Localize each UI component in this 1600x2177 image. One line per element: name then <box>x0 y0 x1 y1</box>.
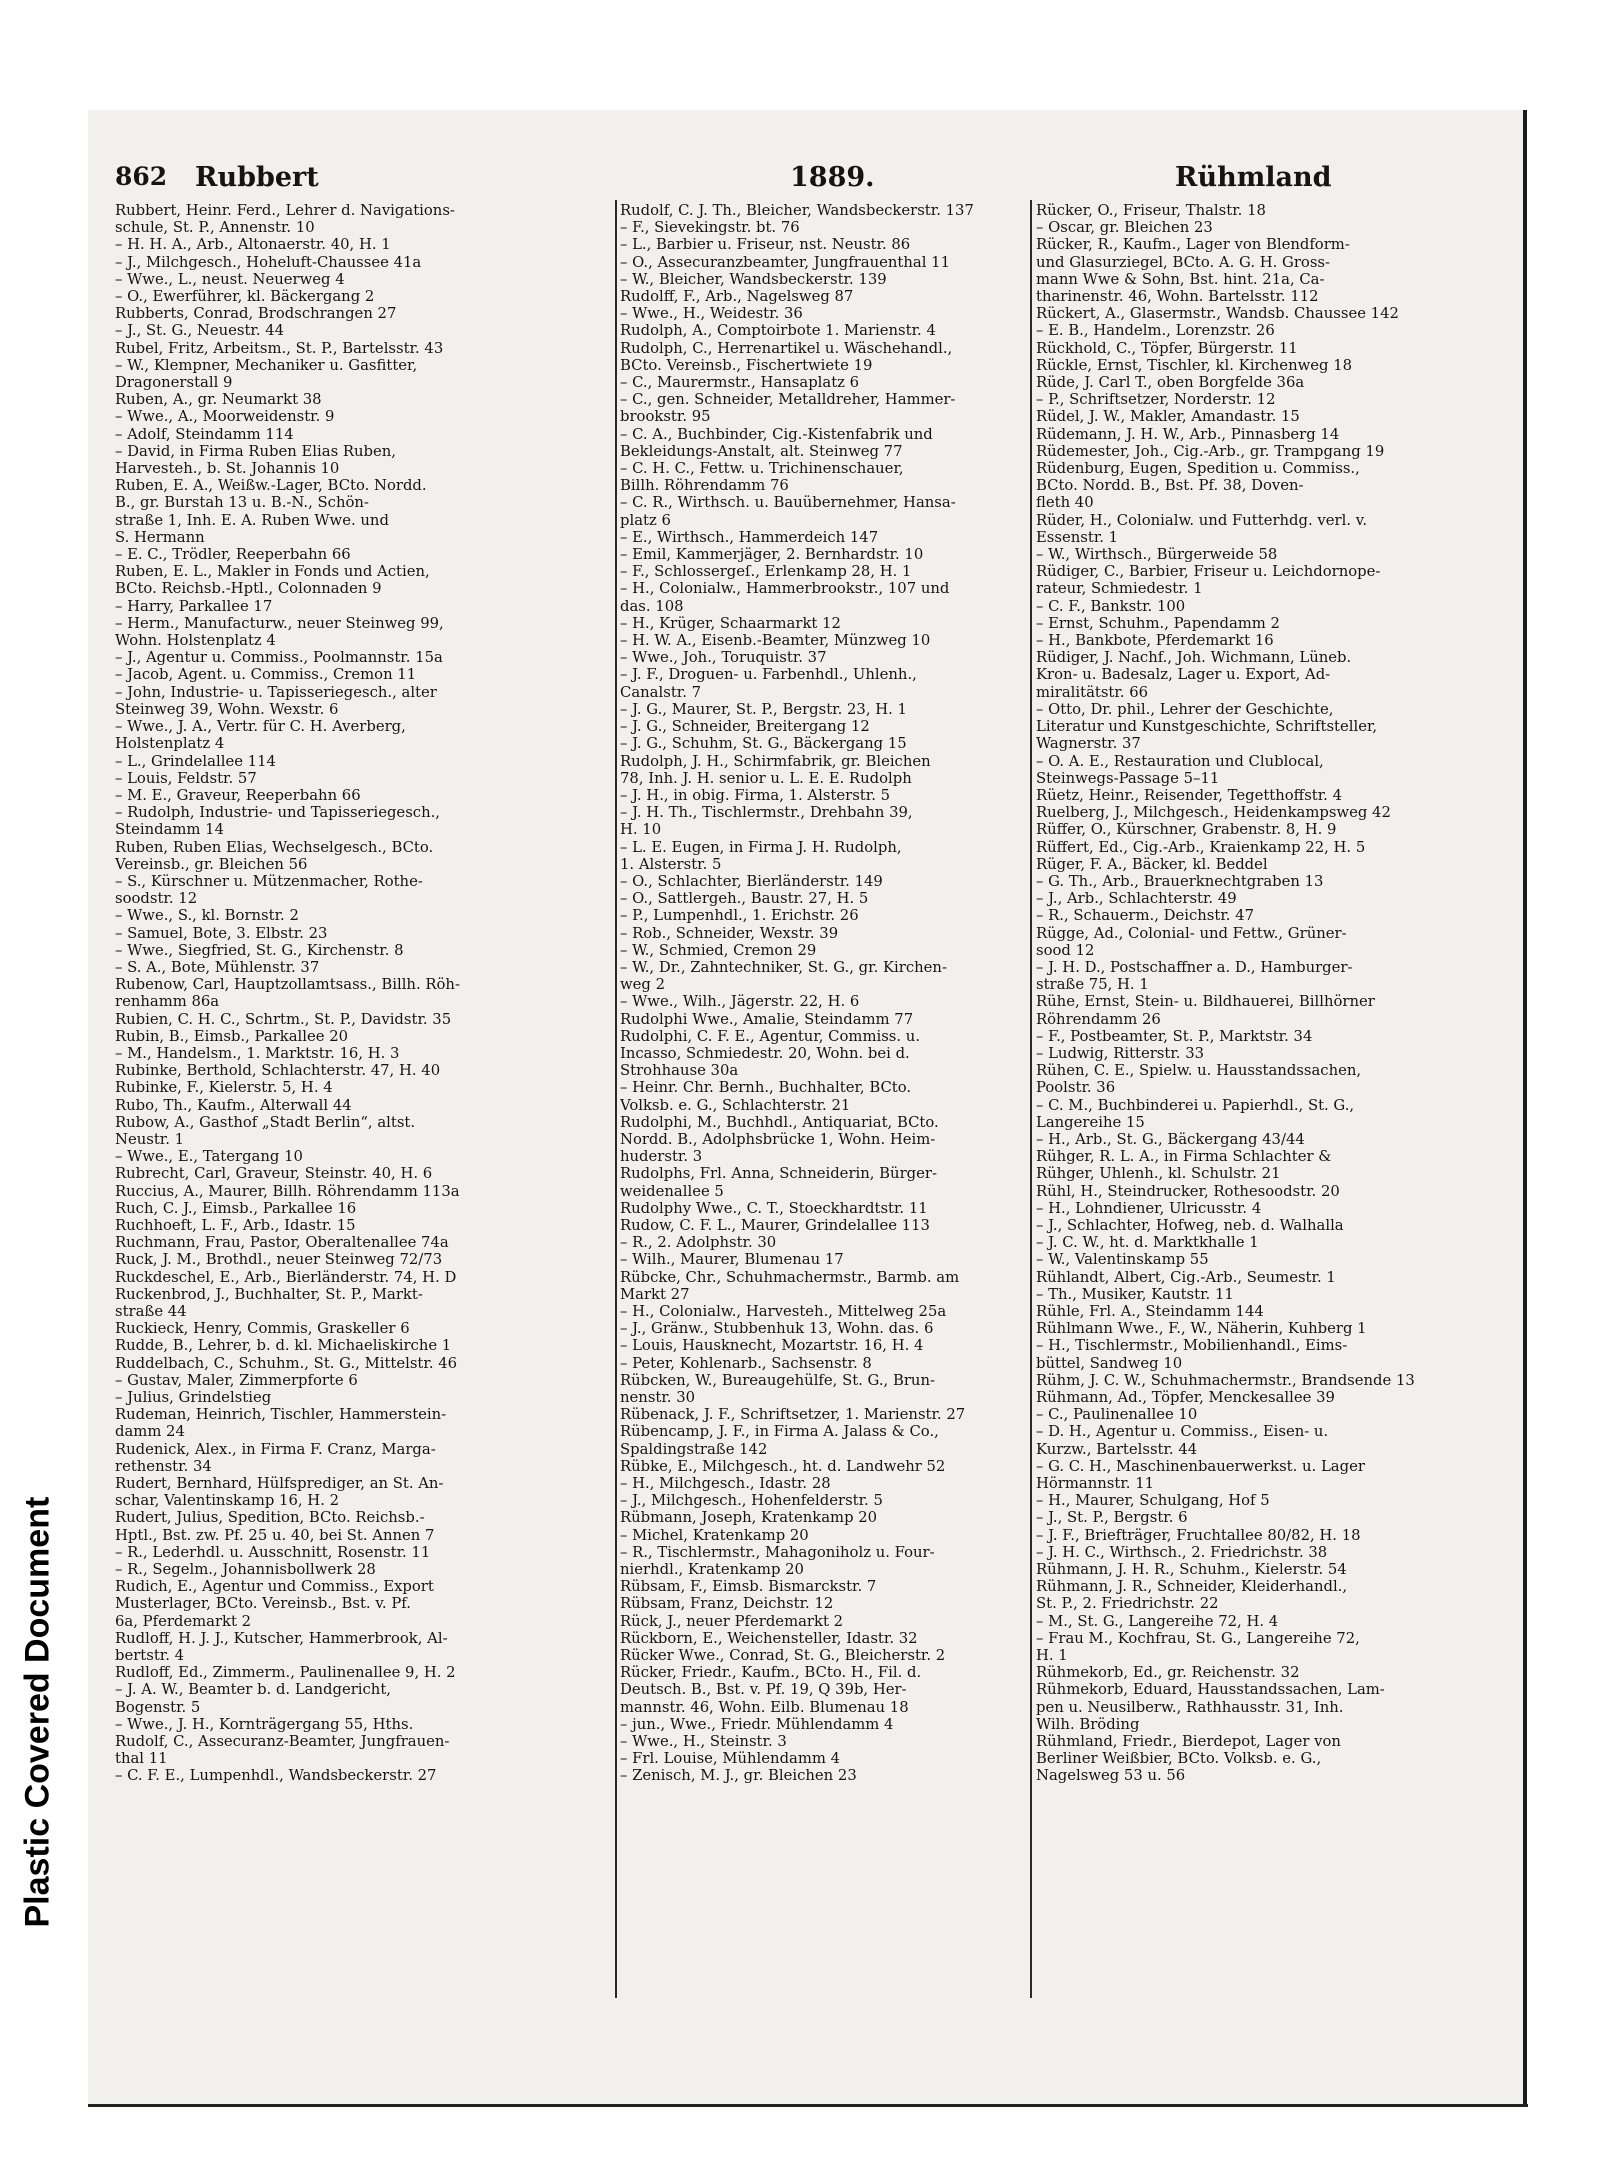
directory-line: weidenallee 5 <box>620 1182 724 1200</box>
directory-line: brookstr. 95 <box>620 408 711 426</box>
directory-line: – J. F., Droguen- u. Farbenhdl., Uhlenh., <box>620 666 917 684</box>
directory-line: platz 6 <box>620 511 671 529</box>
directory-line: renhamm 86a <box>115 993 220 1011</box>
page-header <box>115 162 1332 196</box>
directory-line: BCto. Nordd. B., Bst. Pf. 38, Doven- <box>1036 477 1304 495</box>
directory-line: – W., Dr., Zahntechniker, St. G., gr. Kirchen- <box>620 958 947 976</box>
directory-line: – L., Barbier u. Friseur, nst. Neustr. 86 <box>620 236 911 254</box>
directory-line: – J., Schlachter, Hofweg, neb. d. Walhalla <box>1036 1216 1344 1234</box>
directory-line: Rubow, A., Gasthof „Stadt Berlin“, altst. <box>115 1113 416 1131</box>
directory-line: Rücker, Friedr., Kaufm., BCto. H., Fil. d. <box>620 1664 922 1682</box>
header-year: 1889. <box>790 162 875 193</box>
directory-line: H. 1 <box>1036 1647 1068 1665</box>
directory-line: – O. A. E., Restauration und Clublocal, <box>1036 752 1324 770</box>
directory-line: – C., gen. Schneider, Metalldreher, Hammer- <box>620 391 956 409</box>
directory-line: Rühger, R. L. A., in Firma Schlachter & <box>1036 1148 1332 1166</box>
directory-line: Ruchhoeft, L. F., Arb., Idastr. 15 <box>115 1216 356 1234</box>
directory-line: Essenstr. 1 <box>1036 528 1119 546</box>
column-rule <box>1030 200 1032 1998</box>
directory-line: – Julius, Grindelstieg <box>115 1389 272 1407</box>
directory-line: schar, Valentinskamp 16, H. 2 <box>115 1492 340 1510</box>
directory-line: – H., Colonialw., Hammerbrookstr., 107 und <box>620 580 950 598</box>
directory-line: Rudow, C. F. L., Maurer, Grindelallee 113 <box>620 1216 930 1234</box>
directory-line: Wilh. Bröding <box>1036 1715 1140 1733</box>
directory-line: Rudenick, Alex., in Firma F. Cranz, Marga- <box>115 1440 436 1458</box>
directory-line: mann Wwe & Sohn, Bst. hint. 21a, Ca- <box>1036 270 1325 288</box>
directory-line: Rudert, Julius, Spedition, BCto. Reichsb.- <box>115 1509 425 1527</box>
directory-line: Harvesteh., b. St. Johannis 10 <box>115 460 340 478</box>
directory-line: – C. M., Buchbinderei u. Papierhdl., St. G., <box>1036 1096 1355 1114</box>
directory-line: Rübsam, Franz, Deichstr. 12 <box>620 1595 834 1613</box>
page-bottom-edge <box>88 2104 1528 2107</box>
directory-line: Ruckenbrod, J., Buchhalter, St. P., Markt- <box>115 1285 423 1303</box>
directory-line: Rückert, A., Glasermstr., Wandsb. Chaussee 142 <box>1036 305 1399 323</box>
directory-line: Ruben, E. L., Makler in Fonds und Actien, <box>115 563 430 581</box>
directory-line: – R., 2. Adolphstr. 30 <box>620 1234 777 1252</box>
directory-line: Rücker Wwe., Conrad, St. G., Bleicherstr. 2 <box>620 1647 946 1665</box>
directory-line: – Wwe., H., Steinstr. 3 <box>620 1733 787 1751</box>
directory-line: thal 11 <box>115 1750 168 1768</box>
directory-line: Musterlager, BCto. Vereinsb., Bst. v. Pf. <box>115 1595 411 1613</box>
directory-line: – J. G., Schneider, Breitergang 12 <box>620 718 870 736</box>
directory-line: Spaldingstraße 142 <box>620 1440 768 1458</box>
directory-line: – Wwe., S., kl. Bornstr. 2 <box>115 907 299 925</box>
directory-line: Rühmann, J. H. R., Schuhm., Kielerstr. 54 <box>1036 1561 1347 1579</box>
directory-line: Incasso, Schmiedestr. 20, Wohn. bei d. <box>620 1044 910 1062</box>
directory-line: Rübenack, J. F., Schriftsetzer, 1. Marienstr. 27 <box>620 1406 966 1424</box>
directory-line: straße 75, H. 1 <box>1036 976 1149 994</box>
directory-line: Ruben, Ruben Elias, Wechselgesch., BCto. <box>115 838 434 856</box>
directory-line: 78, Inh. J. H. senior u. L. E. E. Rudolph <box>620 769 912 787</box>
column-1 <box>115 202 610 1997</box>
directory-line: Rüdemann, J. H. W., Arb., Pinnasberg 14 <box>1036 425 1340 443</box>
directory-line: Rückle, Ernst, Tischler, kl. Kirchenweg 18 <box>1036 356 1353 374</box>
directory-line: Literatur und Kunstgeschichte, Schriftsteller, <box>1036 718 1378 736</box>
directory-line: Rühlandt, Albert, Cig.-Arb., Seumestr. 1 <box>1036 1268 1336 1286</box>
directory-line: Rüde, J. Carl T., oben Borgfelde 36a <box>1036 374 1305 392</box>
directory-line: Rubbert, Heinr. Ferd., Lehrer d. Navigations- <box>115 202 455 219</box>
directory-line: Rubberts, Conrad, Brodschrangen 27 <box>115 305 397 323</box>
directory-line: Volksb. e. G., Schlachterstr. 21 <box>620 1096 851 1114</box>
directory-line: Ruchmann, Frau, Pastor, Oberaltenallee 74a <box>115 1234 449 1252</box>
directory-line: pen u. Neusilberw., Rathhausstr. 31, Inh. <box>1036 1698 1344 1716</box>
directory-line: huderstr. 3 <box>620 1148 703 1166</box>
directory-line: – Wwe., E., Tatergang 10 <box>115 1148 303 1166</box>
directory-line: – F., Postbeamter, St. P., Marktstr. 34 <box>1036 1027 1313 1045</box>
directory-line: Deutsch. B., Bst. v. Pf. 19, Q 39b, Her- <box>620 1681 907 1699</box>
directory-line: Ruckdeschel, E., Arb., Bierländerstr. 74, H. D <box>115 1268 457 1286</box>
directory-line: – Ernst, Schuhm., Papendamm 2 <box>1036 614 1280 632</box>
directory-line: Rudolphs, Frl. Anna, Schneiderin, Bürger- <box>620 1165 937 1183</box>
directory-line: bertstr. 4 <box>115 1647 185 1665</box>
directory-line: Ruck, J. M., Brothdl., neuer Steinweg 72/73 <box>115 1251 443 1269</box>
directory-line: Rudolphi, M., Buchhdl., Antiquariat, BCto. <box>620 1113 939 1131</box>
directory-line: – L., Grindelallee 114 <box>115 752 276 770</box>
directory-line: – W., Valentinskamp 55 <box>1036 1251 1209 1269</box>
directory-line: – H., Arb., St. G., Bäckergang 43/44 <box>1036 1130 1305 1148</box>
directory-line: Ruckieck, Henry, Commis, Graskeller 6 <box>115 1320 410 1338</box>
directory-line: büttel, Sandweg 10 <box>1036 1354 1183 1372</box>
directory-line: – C. A., Buchbinder, Cig.-Kistenfabrik und <box>620 425 933 443</box>
directory-line: – E., Wirthsch., Hammerdeich 147 <box>620 528 879 546</box>
directory-line: – M. E., Graveur, Reeperbahn 66 <box>115 786 361 804</box>
directory-line: Kron- u. Badesalz, Lager u. Export, Ad- <box>1036 666 1331 684</box>
directory-line: – O., Ewerführer, kl. Bäckergang 2 <box>115 288 375 306</box>
directory-line: Kurzw., Bartelsstr. 44 <box>1036 1440 1198 1458</box>
directory-line: – Louis, Hausknecht, Mozartstr. 16, H. 4 <box>620 1337 924 1355</box>
directory-line: Rühmekorb, Eduard, Hausstandssachen, Lam- <box>1036 1681 1385 1699</box>
directory-line: Rudolphy Wwe., C. T., Stoeckhardtstr. 11 <box>620 1199 928 1217</box>
directory-line: Rüffert, Ed., Cig.-Arb., Kraienkamp 22, H. 5 <box>1036 838 1366 856</box>
directory-line: 1. Alsterstr. 5 <box>620 855 722 873</box>
directory-line: Ruccius, A., Maurer, Billh. Röhrendamm 113a <box>115 1182 460 1200</box>
directory-line: Bogenstr. 5 <box>115 1698 201 1716</box>
directory-line: Rübcken, W., Bureaugehülfe, St. G., Brun- <box>620 1371 935 1389</box>
directory-line: Billh. Röhrendamm 76 <box>620 477 789 495</box>
directory-line: Rüdemester, Joh., Cig.-Arb., gr. Trampgang 19 <box>1036 442 1385 460</box>
directory-line: – Louis, Feldstr. 57 <box>115 769 257 787</box>
directory-line: rethenstr. 34 <box>115 1457 212 1475</box>
directory-line: – Harry, Parkallee 17 <box>115 597 273 615</box>
directory-line: – Wilh., Maurer, Blumenau 17 <box>620 1251 844 1269</box>
directory-line: rateur, Schmiedestr. 1 <box>1036 580 1203 598</box>
directory-line: – Jacob, Agent. u. Commiss., Cremon 11 <box>115 666 417 684</box>
directory-line: Rudolphi Wwe., Amalie, Steindamm 77 <box>620 1010 914 1028</box>
directory-line: Rudolph, A., Comptoirbote 1. Marienstr. 4 <box>620 322 936 340</box>
directory-line: Wagnerstr. 37 <box>1036 735 1141 753</box>
directory-line: – R., Segelm., Johannisbollwerk 28 <box>115 1561 376 1579</box>
column-rule <box>615 200 617 1998</box>
directory-line: – H., Lohndiener, Ulricusstr. 4 <box>1036 1199 1262 1217</box>
directory-line: Ruben, A., gr. Neumarkt 38 <box>115 391 322 409</box>
directory-line: straße 1, Inh. E. A. Ruben Wwe. und <box>115 511 389 529</box>
directory-line: Steindamm 14 <box>115 821 224 839</box>
directory-line: Rüdenburg, Eugen, Spedition u. Commiss., <box>1036 460 1360 478</box>
directory-line: Rudolf, C., Assecuranz-Beamter, Jungfrauen- <box>115 1733 450 1751</box>
directory-line: – J. G., Schuhm, St. G., Bäckergang 15 <box>620 735 907 753</box>
directory-line: – John, Industrie- u. Tapisseriegesch., alter <box>115 683 437 701</box>
directory-line: – Samuel, Bote, 3. Elbstr. 23 <box>115 924 328 942</box>
directory-line: Rücker, O., Friseur, Thalstr. 18 <box>1036 202 1266 219</box>
directory-line: – R., Tischlermstr., Mahagoniholz u. Four- <box>620 1543 935 1561</box>
directory-line: – Wwe., Wilh., Jägerstr. 22, H. 6 <box>620 993 860 1011</box>
directory-line: Berliner Weißbier, BCto. Volksb. e. G., <box>1036 1750 1322 1768</box>
directory-line: Rübke, E., Milchgesch., ht. d. Landwehr 52 <box>620 1457 946 1475</box>
directory-line: Rüetz, Heinr., Reisender, Tegetthoffstr. 4 <box>1036 786 1343 804</box>
directory-line: Rühm, J. C. W., Schuhmachermstr., Brandsende 13 <box>1036 1371 1415 1389</box>
directory-line: Rühlmann Wwe., F., W., Näherin, Kuhberg 1 <box>1036 1320 1367 1338</box>
directory-line: – Ludwig, Ritterstr. 33 <box>1036 1044 1205 1062</box>
directory-line: Röhrendamm 26 <box>1036 1010 1161 1028</box>
directory-line: Rubrecht, Carl, Graveur, Steinstr. 40, H. 6 <box>115 1165 433 1183</box>
directory-line: Rüffer, O., Kürschner, Grabenstr. 8, H. 9 <box>1036 821 1337 839</box>
directory-line: Rühmann, J. R., Schneider, Kleiderhandl., <box>1036 1578 1348 1596</box>
directory-line: Rühmekorb, Ed., gr. Reichenstr. 32 <box>1036 1664 1300 1682</box>
directory-line: – S. A., Bote, Mühlenstr. 37 <box>115 958 320 976</box>
directory-line: sood 12 <box>1036 941 1095 959</box>
directory-line: – David, in Firma Ruben Elias Ruben, <box>115 442 397 460</box>
directory-line: – J., Milchgesch., Hohenfelderstr. 5 <box>620 1492 883 1510</box>
directory-line: miralitätstr. 66 <box>1036 683 1149 701</box>
directory-line: – O., Assecuranzbeamter, Jungfrauenthal 11 <box>620 253 950 271</box>
directory-line: – H. H. A., Arb., Altonaerstr. 40, H. 1 <box>115 236 391 254</box>
directory-line: B., gr. Burstah 13 u. B.-N., Schön- <box>115 494 369 512</box>
column-3 <box>1036 202 1456 1997</box>
directory-line: – Wwe., J. H., Kornträgergang 55, Hths. <box>115 1715 414 1733</box>
directory-line: H. 10 <box>620 821 662 839</box>
directory-line: Rudeman, Heinrich, Tischler, Hammerstein- <box>115 1406 447 1424</box>
directory-line: – M., St. G., Langereihe 72, H. 4 <box>1036 1612 1279 1630</box>
directory-line: – Gustav, Maler, Zimmerpforte 6 <box>115 1371 358 1389</box>
directory-line: 6a, Pferdemarkt 2 <box>115 1612 252 1630</box>
directory-line: – M., Handelsm., 1. Marktstr. 16, H. 3 <box>115 1044 400 1062</box>
directory-line: Rüdiger, C., Barbier, Friseur u. Leichdornope- <box>1036 563 1381 581</box>
directory-line: – Otto, Dr. phil., Lehrer der Geschichte, <box>1036 700 1334 718</box>
directory-line: – H. W. A., Eisenb.-Beamter, Münzweg 10 <box>620 632 931 650</box>
directory-line: – E. C., Trödler, Reeperbahn 66 <box>115 546 351 564</box>
directory-line: – Rudolph, Industrie- und Tapisseriegesch., <box>115 804 441 822</box>
directory-line: Ruddelbach, C., Schuhm., St. G., Mittelstr. 46 <box>115 1354 458 1372</box>
directory-line: Rühl, H., Steindrucker, Rothesoodstr. 20 <box>1036 1182 1340 1200</box>
directory-line: – R., Schauerm., Deichstr. 47 <box>1036 907 1255 925</box>
directory-line: – Zenisch, M. J., gr. Bleichen 23 <box>620 1767 857 1785</box>
directory-line: – J., Milchgesch., Hoheluft-Chaussee 41a <box>115 253 422 271</box>
directory-line: S. Hermann <box>115 528 205 546</box>
directory-line: – F., Sievekingstr. bt. 76 <box>620 219 800 237</box>
directory-line: tharinenstr. 46, Wohn. Bartelsstr. 112 <box>1036 288 1319 306</box>
directory-line: – W., Bleicher, Wandsbeckerstr. 139 <box>620 270 887 288</box>
directory-line: – W., Schmied, Cremon 29 <box>620 941 817 959</box>
directory-line: – J. G., Maurer, St. P., Bergstr. 23, H. 1 <box>620 700 907 718</box>
directory-line: Steinwegs-Passage 5–11 <box>1036 769 1220 787</box>
directory-line: mannstr. 46, Wohn. Eilb. Blumenau 18 <box>620 1698 909 1716</box>
directory-line: – H., Milchgesch., Idastr. 28 <box>620 1475 831 1493</box>
directory-line: Holstenplatz 4 <box>115 735 225 753</box>
directory-line: – H., Tischlermstr., Mobilienhandl., Eims- <box>1036 1337 1348 1355</box>
directory-line: Wohn. Holstenplatz 4 <box>115 632 276 650</box>
directory-line: Rüger, F. A., Bäcker, kl. Beddel <box>1036 855 1268 873</box>
directory-line: – Herm., Manufacturw., neuer Steinweg 99, <box>115 614 444 632</box>
directory-line: – Wwe., L., neust. Neuerweg 4 <box>115 270 345 288</box>
directory-line: Rudolff, F., Arb., Nagelsweg 87 <box>620 288 854 306</box>
directory-line: – jun., Wwe., Friedr. Mühlendamm 4 <box>620 1715 894 1733</box>
directory-line: soodstr. 12 <box>115 890 198 908</box>
directory-line: – Wwe., H., Weidestr. 36 <box>620 305 803 323</box>
directory-line: Rubel, Fritz, Arbeitsm., St. P., Bartelsstr. 43 <box>115 339 444 357</box>
directory-line: BCto. Reichsb.-Hptl., Colonnaden 9 <box>115 580 382 598</box>
directory-line: – L. E. Eugen, in Firma J. H. Rudolph, <box>620 838 902 856</box>
directory-line: Rückborn, E., Weichensteller, Idastr. 32 <box>620 1629 918 1647</box>
directory-line: Markt 27 <box>620 1285 690 1303</box>
directory-line: Poolstr. 36 <box>1036 1079 1116 1097</box>
directory-line: Rudert, Bernhard, Hülfsprediger, an St. An- <box>115 1475 444 1493</box>
directory-line: Rüder, H., Colonialw. und Futterhdg. verl. v. <box>1036 511 1368 529</box>
directory-line: Rück, J., neuer Pferdemarkt 2 <box>620 1612 844 1630</box>
directory-line: – Wwe., J. A., Vertr. für C. H. Averberg, <box>115 718 406 736</box>
directory-line: Rübmann, Joseph, Kratenkamp 20 <box>620 1509 878 1527</box>
directory-line: nierhdl., Kratenkamp 20 <box>620 1561 804 1579</box>
directory-line: Nagelsweg 53 u. 56 <box>1036 1767 1186 1785</box>
directory-line: straße 44 <box>115 1303 187 1320</box>
directory-line: – Frl. Louise, Mühlendamm 4 <box>620 1750 841 1768</box>
directory-line: Rudolphi, C. F. E., Agentur, Commiss. u. <box>620 1027 921 1045</box>
directory-line: Rudich, E., Agentur und Commiss., Export <box>115 1578 434 1596</box>
directory-line: Rudde, B., Lehrer, b. d. kl. Michaeliskirche 1 <box>115 1337 452 1355</box>
directory-line: – W., Klempner, Mechaniker u. Gasfitter, <box>115 356 418 374</box>
directory-line: Rubinke, F., Kielerstr. 5, H. 4 <box>115 1079 333 1097</box>
directory-line: – G. Th., Arb., Brauerknechtgraben 13 <box>1036 872 1324 890</box>
directory-line: – W., Wirthsch., Bürgerweide 58 <box>1036 546 1278 564</box>
directory-line: Rudloff, H. J. J., Kutscher, Hammerbrook, Al- <box>115 1629 448 1647</box>
directory-line: – J., Gränw., Stubbenhuk 13, Wohn. das. 6 <box>620 1320 934 1338</box>
directory-line: – D. H., Agentur u. Commiss., Eisen- u. <box>1036 1423 1329 1441</box>
directory-line: Rudolph, C., Herrenartikel u. Wäschehandl., <box>620 339 953 357</box>
directory-line: – E. B., Handelm., Lorenzstr. 26 <box>1036 322 1275 340</box>
directory-line: Steinweg 39, Wohn. Wexstr. 6 <box>115 700 339 718</box>
directory-line: – H., Colonialw., Harvesteh., Mittelweg 25a <box>620 1303 947 1320</box>
directory-line: Rudolph, J. H., Schirmfabrik, gr. Bleichen <box>620 752 931 770</box>
directory-line: Rühmland, Friedr., Bierdepot, Lager von <box>1036 1733 1341 1751</box>
directory-line: Vereinsb., gr. Bleichen 56 <box>115 855 308 873</box>
directory-line: – Rob., Schneider, Wexstr. 39 <box>620 924 839 942</box>
directory-line: Rüdel, J. W., Makler, Amandastr. 15 <box>1036 408 1300 426</box>
directory-line: – H., Maurer, Schulgang, Hof 5 <box>1036 1492 1270 1510</box>
directory-line: Nordd. B., Adolphsbrücke 1, Wohn. Heim- <box>620 1130 936 1148</box>
page-number: 862 <box>115 162 168 191</box>
directory-line: – Wwe., A., Moorweidenstr. 9 <box>115 408 335 426</box>
directory-line: – Heinr. Chr. Bernh., Buchhalter, BCto. <box>620 1079 912 1097</box>
directory-line: – F., Schlossergeſ., Erlenkamp 28, H. 1 <box>620 563 912 581</box>
directory-line: Rubin, B., Eimsb., Parkallee 20 <box>115 1027 349 1045</box>
directory-line: – Peter, Kohlenarb., Sachsenstr. 8 <box>620 1354 872 1372</box>
directory-line: – H., Krüger, Schaarmarkt 12 <box>620 614 841 632</box>
directory-line: Rudloff, Ed., Zimmerm., Paulinenallee 9, H. 2 <box>115 1664 456 1682</box>
directory-line: Rühle, Frl. A., Steindamm 144 <box>1036 1303 1264 1320</box>
directory-line: Langereihe 15 <box>1036 1113 1145 1131</box>
directory-line: Neustr. 1 <box>115 1130 185 1148</box>
directory-line: Rühe, Ernst, Stein- u. Bildhauerei, Billhörner <box>1036 993 1375 1011</box>
directory-line: – Frau M., Kochfrau, St. G., Langereihe 72, <box>1036 1629 1360 1647</box>
directory-line: Ruben, E. A., Weißw.-Lager, BCto. Nordd. <box>115 477 427 495</box>
directory-line: Ruch, C. J., Eimsb., Parkallee 16 <box>115 1199 357 1217</box>
directory-line: – Wwe., Joh., Toruquistr. 37 <box>620 649 827 667</box>
directory-line: – J. H. D., Postschaffner a. D., Hamburger- <box>1036 958 1353 976</box>
directory-line: Rückhold, C., Töpfer, Bürgerstr. 11 <box>1036 339 1298 357</box>
directory-line: Rudolf, C. J. Th., Bleicher, Wandsbeckerstr. 137 <box>620 202 974 219</box>
directory-line: Bekleidungs-Anstalt, alt. Steinweg 77 <box>620 442 903 460</box>
directory-line: Rüdiger, J. Nachf., Joh. Wichmann, Lüneb. <box>1036 649 1352 667</box>
directory-line: St. P., 2. Friedrichstr. 22 <box>1036 1595 1219 1613</box>
directory-line: Dragonerstall 9 <box>115 374 233 392</box>
column-2 <box>620 202 1025 1997</box>
directory-line: Rühen, C. E., Spielw. u. Hausstandssachen, <box>1036 1062 1362 1080</box>
directory-line: – C. H. C., Fettw. u. Trichinenschauer, <box>620 460 904 478</box>
directory-line: das. 108 <box>620 597 684 615</box>
directory-line: Canalstr. 7 <box>620 683 702 701</box>
directory-line: Rubien, C. H. C., Schrtm., St. P., Davidstr. 35 <box>115 1010 452 1028</box>
side-label: Plastic Covered Document <box>18 1496 57 1928</box>
directory-line: – C., Maurermstr., Hansaplatz 6 <box>620 374 860 392</box>
directory-line: Rübencamp, J. F., in Firma A. Jalass & Co., <box>620 1423 939 1441</box>
directory-line: – J. A. W., Beamter b. d. Landgericht, <box>115 1681 391 1699</box>
directory-line: – J., Agentur u. Commiss., Poolmannstr. 15a <box>115 649 443 667</box>
directory-line: – Adolf, Steindamm 114 <box>115 425 294 443</box>
directory-line: – S., Kürschner u. Mützenmacher, Rothe- <box>115 872 423 890</box>
directory-line: Rübcke, Chr., Schuhmachermstr., Barmb. am <box>620 1268 960 1286</box>
directory-line: – J. H. C., Wirthsch., 2. Friedrichstr. 38 <box>1036 1543 1328 1561</box>
directory-line: – J. H. Th., Tischlermstr., Drehbahn 39, <box>620 804 913 822</box>
directory-line: – Th., Musiker, Kautstr. 11 <box>1036 1285 1234 1303</box>
directory-line: – J. H., in obig. Firma, 1. Alsterstr. 5 <box>620 786 891 804</box>
directory-line: – Michel, Kratenkamp 20 <box>620 1526 809 1544</box>
directory-line: Hptl., Bst. zw. Pf. 25 u. 40, bei St. Annen 7 <box>115 1526 435 1544</box>
directory-line: – Emil, Kammerjäger, 2. Bernhardstr. 10 <box>620 546 924 564</box>
directory-line: – J., Arb., Schlachterstr. 49 <box>1036 890 1237 908</box>
directory-line: Rühger, Uhlenh., kl. Schulstr. 21 <box>1036 1165 1281 1183</box>
directory-line: – J., St. G., Neuestr. 44 <box>115 322 285 340</box>
header-left-word: Rubbert <box>195 162 319 193</box>
directory-line: Rubo, Th., Kaufm., Alterwall 44 <box>115 1096 352 1114</box>
directory-line: – C. R., Wirthsch. u. Bauübernehmer, Hansa- <box>620 494 956 512</box>
directory-line: – J. F., Briefträger, Fruchtallee 80/82, H. 18 <box>1036 1526 1361 1544</box>
directory-line: – C., Paulinenallee 10 <box>1036 1406 1198 1424</box>
directory-line: Hörmannstr. 11 <box>1036 1475 1155 1493</box>
directory-line: Rügge, Ad., Colonial- und Fettw., Grüner- <box>1036 924 1347 942</box>
directory-line: BCto. Vereinsb., Fischertwiete 19 <box>620 356 873 374</box>
directory-line: – C. F. E., Lumpenhdl., Wandsbeckerstr. 27 <box>115 1767 437 1785</box>
directory-line: – Wwe., Siegfried, St. G., Kirchenstr. 8 <box>115 941 404 959</box>
side-strip <box>0 0 72 2177</box>
header-right-word: Rühmland <box>1175 162 1332 193</box>
directory-line: Rühmann, Ad., Töpfer, Menckesallee 39 <box>1036 1389 1335 1407</box>
directory-line: Rücker, R., Kaufm., Lager von Blendform- <box>1036 236 1350 254</box>
directory-line: – H., Bankbote, Pferdemarkt 16 <box>1036 632 1274 650</box>
directory-line: – P., Schriftsetzer, Norderstr. 12 <box>1036 391 1276 409</box>
directory-line: – G. C. H., Maschinenbauerwerkst. u. Lager <box>1036 1457 1365 1475</box>
directory-line: – Oscar, gr. Bleichen 23 <box>1036 219 1213 237</box>
directory-line: – C. F., Bankstr. 100 <box>1036 597 1186 615</box>
directory-line: – J. C. W., ht. d. Marktkhalle 1 <box>1036 1234 1259 1252</box>
directory-line: und Glasurziegel, BCto. A. G. H. Gross- <box>1036 253 1331 271</box>
directory-line: Ruelberg, J., Milchgesch., Heidenkampsweg 42 <box>1036 804 1391 822</box>
directory-line: weg 2 <box>620 976 666 994</box>
directory-line: – J., St. P., Bergstr. 6 <box>1036 1509 1188 1527</box>
directory-line: schule, St. P., Annenstr. 10 <box>115 219 315 237</box>
directory-line: damm 24 <box>115 1423 185 1441</box>
directory-line: Strohhause 30a <box>620 1062 739 1080</box>
directory-line: – O., Sattlergeh., Baustr. 27, H. 5 <box>620 890 869 908</box>
directory-line: Rubinke, Berthold, Schlachterstr. 47, H. 40 <box>115 1062 441 1080</box>
directory-line: fleth 40 <box>1036 494 1094 512</box>
directory-line: – P., Lumpenhdl., 1. Erichstr. 26 <box>620 907 859 925</box>
directory-line: – O., Schlachter, Bierländerstr. 149 <box>620 872 883 890</box>
directory-line: Rübsam, F., Eimsb. Bismarckstr. 7 <box>620 1578 877 1596</box>
directory-line: Rubenow, Carl, Hauptzollamtsass., Billh. Röh- <box>115 976 460 994</box>
directory-line: – R., Lederhdl. u. Ausschnitt, Rosenstr. 11 <box>115 1543 431 1561</box>
directory-line: nenstr. 30 <box>620 1389 696 1407</box>
